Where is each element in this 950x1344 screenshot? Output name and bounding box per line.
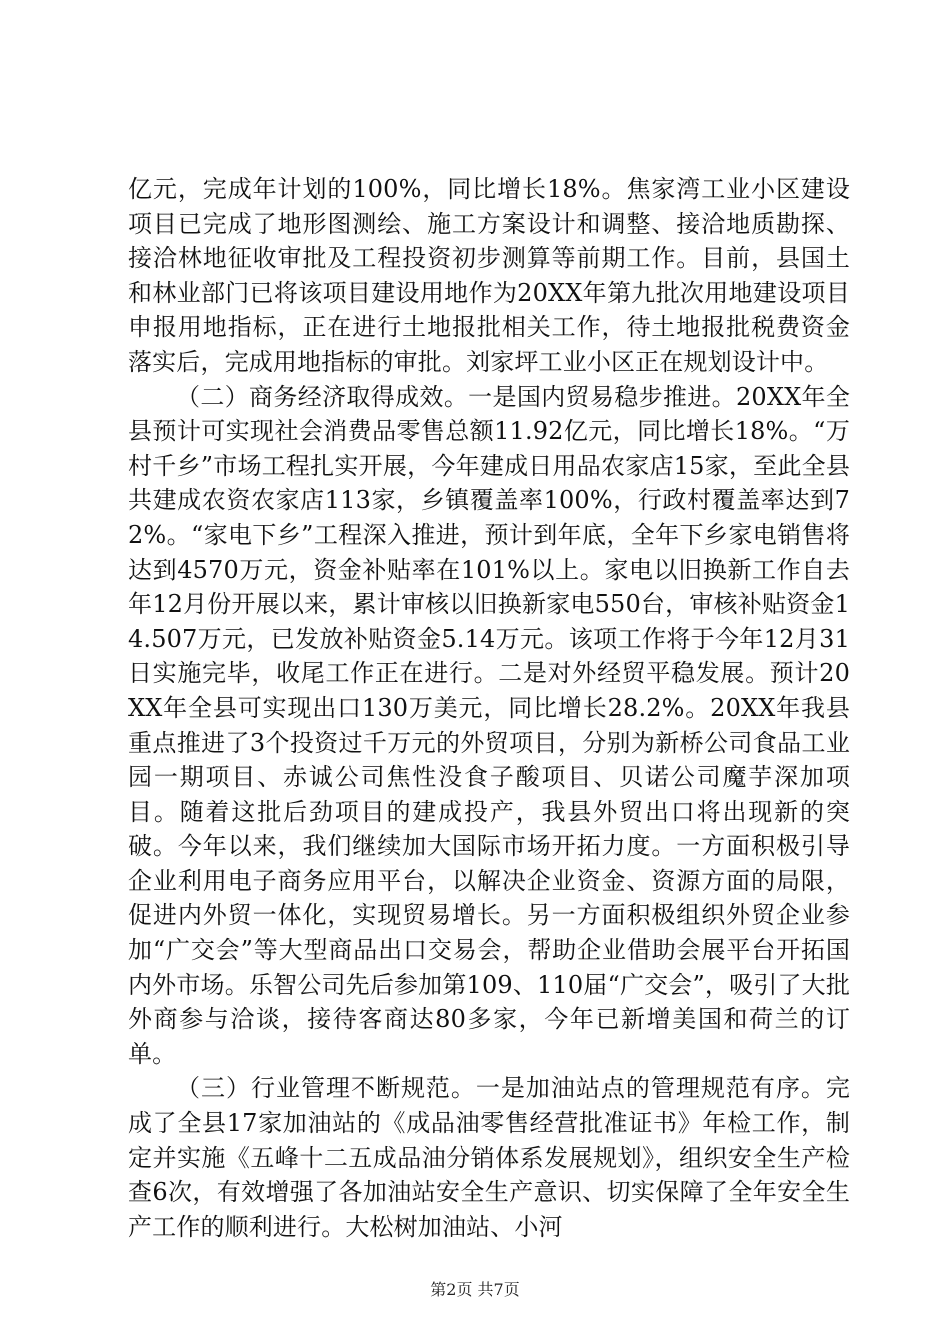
paragraph-industry-management: （三）行业管理不断规范。一是加油站点的管理规范有序。完成了全县17家加油站的《成品油零售经营批准证书》年检工作，制定并实施《五峰十二五成品油分销体系发展规划》，组织安全生产检查6次，有效增强了各加油站安全生产意识、切实保障了全年安全生产工作的顺利进行。大松树加油站、小河 (128, 1074, 850, 1241)
page-number-footer: 第2页 共7页 (430, 1280, 520, 1299)
paragraph-commerce-economy: （二）商务经济取得成效。一是国内贸易稳步推进。20XX年全县预计可实现社会消费品零售总额11.92亿元，同比增长18%。“万村千乡”市场工程扎实开展，今年建成日用品农家店15家，至此全县共建成农资农家店113家，乡镇覆盖率100%，行政村覆盖率达到72%。“家电下乡”工程深入推进，预计到年底，全年下乡家电销售将达到4570万元，资金补贴率在101%以上。家电以旧换新工作自去年12月份开展以来，累计审核以旧换新家电550台，审核补贴资金14.507万元，已发放补贴资金5.14万元。该项工作将于今年12月31日实施完毕，收尾工作正在进行。二是对外经贸平稳发展。预计20XX年全县可实现出口130万美元，同比增长28.2%。20XX年我县重点推进了3个投资过千万元的外贸项目，分别为新桥公司食品工业园一期项目、赤诚公司焦性没食子酸项目、贝诺公司魔芋深加项目。随着这批后劲项目的建成投产，我县外贸出口将出现新的突破。今年以来，我们继续加大国际市场开拓力度。一方面积极引导企业利用电子商务应用平台，以解决企业资金、资源方面的局限，促进内外贸一体化，实现贸易增长。另一方面积极组织外贸企业参加“广交会”等大型商品出口交易会，帮助企业借助会展平台开拓国内外市场。乐智公司先后参加第109、110届“广交会”，吸引了大批外商参与洽谈，接待客商达80多家，今年已新增美国和荷兰的订单。 (128, 382, 850, 1068)
document-body (128, 172, 850, 1244)
paragraph-continuation: 亿元，完成年计划的100%，同比增长18%。焦家湾工业小区建设项目已完成了地形图测绘、施工方案设计和调整、接洽地质勘探、接洽林地征收审批及工程投资初步测算等前期工作。目前，县国土和林业部门已将该项目建设用地作为20XX年第九批次用地建设项目申报用地指标，正在进行土地报批相关工作，待土地报批税费资金落实后，完成用地指标的审批。刘家坪工业小区正在规划设计中。 (128, 175, 850, 376)
